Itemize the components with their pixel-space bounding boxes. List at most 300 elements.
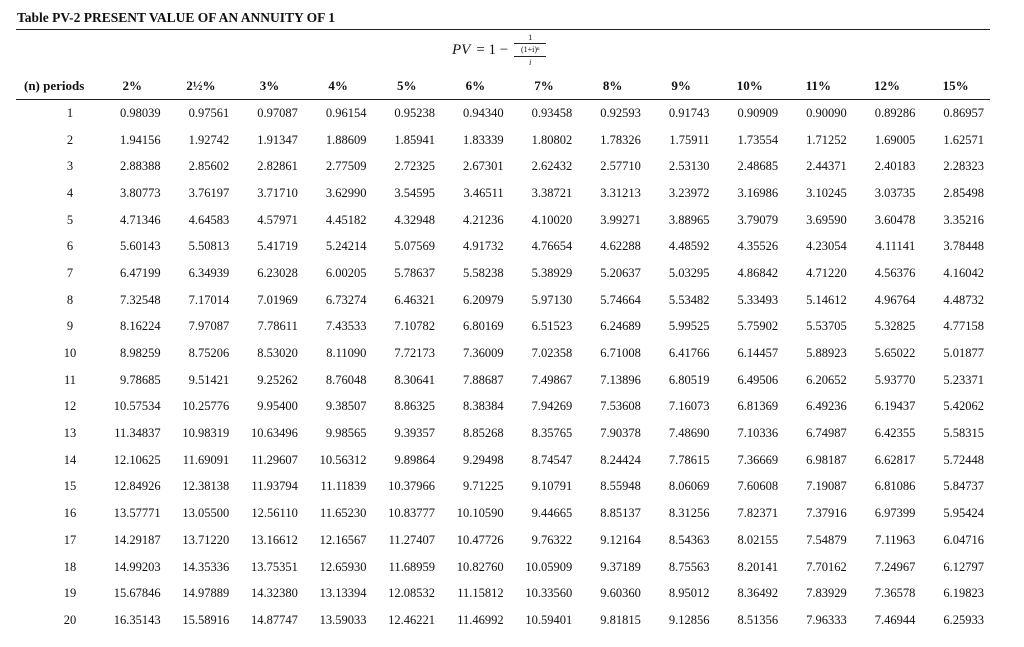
value-cell: 12.16567: [319, 532, 367, 547]
value-cell: 6.71008: [600, 346, 641, 361]
value-cell: 0.86957: [943, 105, 984, 120]
value-cell: 8.30641: [394, 372, 436, 387]
value-cell: 10.57534: [113, 399, 161, 414]
value-cell: 8.51356: [737, 612, 779, 627]
value-cell: 14.29187: [113, 532, 161, 547]
value-cell: 5.93770: [874, 372, 916, 387]
value-cell: 10.37966: [388, 479, 436, 494]
value-cell: 3.71710: [257, 185, 298, 200]
table-row: [16, 207, 990, 234]
value-cell: 1.80802: [531, 132, 573, 147]
value-cell: 8.53020: [257, 346, 298, 361]
value-cell: 6.49506: [737, 372, 779, 387]
value-cell: 12.56110: [251, 506, 298, 521]
value-cell: 6.25933: [943, 612, 984, 627]
value-cell: 0.90909: [737, 105, 779, 120]
value-cell: 6.24689: [600, 319, 641, 334]
table-row: [16, 394, 990, 421]
value-cell: 8.54363: [668, 532, 710, 547]
value-cell: 3.78448: [943, 239, 984, 254]
value-cell: 6.34939: [188, 265, 230, 280]
value-cell: 12.46221: [388, 612, 436, 627]
value-cell: 5.24214: [325, 239, 367, 254]
value-cell: 1.91347: [257, 132, 298, 147]
value-cell: 3.54595: [394, 185, 436, 200]
value-cell: 1.69005: [874, 132, 916, 147]
value-cell: 3.16986: [737, 185, 779, 200]
value-cell: 5.75902: [737, 319, 779, 334]
value-cell: 10.98319: [182, 426, 230, 441]
value-cell: 13.75351: [250, 559, 298, 574]
value-cell: 12.38138: [182, 479, 230, 494]
value-cell: 8.20141: [737, 559, 779, 574]
value-cell: 4.71220: [806, 265, 847, 280]
period-cell: 11: [63, 372, 77, 387]
rate-header: 10%: [715, 72, 784, 100]
value-cell: 2.53130: [668, 159, 710, 174]
value-cell: 14.97889: [182, 586, 230, 601]
value-cell: 0.92593: [600, 105, 641, 120]
value-cell: 14.87747: [250, 612, 298, 627]
value-cell: 2.28323: [943, 159, 984, 174]
formula-one-minus: = 1 −: [476, 41, 509, 58]
value-cell: 9.12856: [668, 612, 710, 627]
value-cell: 11.65230: [320, 506, 367, 521]
formula-main-bar: [514, 56, 546, 57]
table-row: [16, 527, 990, 554]
table-row: [16, 447, 990, 474]
value-cell: 5.32825: [874, 319, 916, 334]
value-cell: 7.17014: [188, 292, 230, 307]
value-cell: 11.93794: [251, 479, 298, 494]
value-cell: 15.67846: [113, 586, 161, 601]
value-cell: 7.36669: [737, 452, 779, 467]
value-cell: 5.20637: [600, 265, 641, 280]
value-cell: 7.48690: [668, 426, 710, 441]
value-cell: 3.76197: [188, 185, 230, 200]
value-cell: 7.13896: [600, 372, 641, 387]
value-cell: 2.85498: [943, 185, 984, 200]
value-cell: 4.62288: [600, 239, 641, 254]
value-cell: 5.74664: [600, 292, 641, 307]
value-cell: 6.19437: [874, 399, 916, 414]
value-cell: 3.62990: [325, 185, 367, 200]
value-cell: 8.55948: [600, 479, 641, 494]
value-cell: 6.81086: [874, 479, 916, 494]
value-cell: 6.23028: [257, 265, 298, 280]
table-row: [16, 287, 990, 314]
value-cell: 7.96333: [806, 612, 847, 627]
value-cell: 0.97087: [257, 105, 298, 120]
formula-numerator: 1: [528, 33, 533, 43]
table-row: [16, 554, 990, 581]
value-cell: 7.88687: [463, 372, 504, 387]
value-cell: 8.98259: [119, 346, 161, 361]
value-cell: 6.20652: [806, 372, 847, 387]
value-cell: 5.53482: [668, 292, 710, 307]
value-cell: 9.81815: [600, 612, 641, 627]
period-cell: 1: [66, 105, 74, 120]
value-cell: 7.90378: [600, 426, 641, 441]
value-cell: 3.69590: [806, 212, 847, 227]
value-cell: 4.56376: [874, 265, 916, 280]
value-cell: 9.38507: [325, 399, 367, 414]
value-cell: 4.11141: [875, 239, 916, 254]
value-cell: 8.38384: [463, 399, 504, 414]
value-cell: 11.34837: [114, 426, 161, 441]
period-cell: 9: [66, 319, 74, 334]
value-cell: 0.95238: [394, 105, 436, 120]
formula-numerator-fraction: [514, 33, 546, 54]
value-cell: 6.47199: [119, 265, 161, 280]
value-cell: 5.33493: [737, 292, 779, 307]
rate-header: 4%: [304, 72, 373, 100]
value-cell: 1.62571: [943, 132, 984, 147]
value-cell: 5.97130: [531, 292, 573, 307]
value-cell: 9.89864: [394, 452, 436, 467]
formula-lhs: PV: [452, 41, 471, 58]
value-cell: 4.57971: [257, 212, 298, 227]
value-cell: 6.97399: [874, 506, 916, 521]
value-cell: 7.94269: [531, 399, 573, 414]
value-cell: 11.15812: [457, 586, 504, 601]
value-cell: 5.60143: [119, 239, 161, 254]
value-cell: 9.71225: [463, 479, 504, 494]
period-cell: 5: [66, 212, 74, 227]
value-cell: 7.53608: [600, 399, 641, 414]
value-cell: 0.90090: [806, 105, 847, 120]
value-cell: 2.85602: [188, 159, 230, 174]
value-cell: 6.04716: [943, 532, 984, 547]
value-cell: 1.78326: [600, 132, 641, 147]
value-cell: 9.95400: [257, 399, 298, 414]
value-cell: 7.01969: [257, 292, 298, 307]
value-cell: 1.83339: [463, 132, 504, 147]
period-cell: 6: [66, 239, 74, 254]
table-row: [16, 367, 990, 394]
value-cell: 1.88609: [325, 132, 367, 147]
value-cell: 13.71220: [182, 532, 230, 547]
period-cell: 14: [63, 452, 77, 467]
value-cell: 6.46321: [394, 292, 436, 307]
value-cell: 5.50813: [188, 239, 230, 254]
value-cell: 5.42062: [943, 399, 984, 414]
value-cell: 7.46944: [874, 612, 916, 627]
value-cell: 10.05909: [525, 559, 573, 574]
value-cell: 11.46992: [457, 612, 504, 627]
period-cell: 16: [63, 506, 77, 521]
value-cell: 4.23054: [806, 239, 847, 254]
value-cell: 14.99203: [113, 559, 161, 574]
value-cell: 10.82760: [456, 559, 504, 574]
rate-header: 3%: [235, 72, 304, 100]
value-cell: 8.95012: [668, 586, 710, 601]
value-cell: 8.24424: [600, 452, 641, 467]
table-row: [16, 474, 990, 501]
value-cell: 3.31213: [600, 185, 641, 200]
value-cell: 5.65022: [874, 346, 916, 361]
period-cell: 12: [63, 399, 77, 414]
value-cell: 13.13394: [319, 586, 367, 601]
value-cell: 6.81369: [737, 399, 779, 414]
table-row: [16, 580, 990, 607]
formula-denominator: i: [529, 57, 532, 67]
value-cell: 7.49867: [531, 372, 573, 387]
value-cell: 1.75911: [669, 132, 710, 147]
value-cell: 7.60608: [737, 479, 779, 494]
value-cell: 0.96154: [325, 105, 367, 120]
value-cell: 4.32948: [394, 212, 436, 227]
period-header: (n) periods: [16, 72, 98, 100]
value-cell: 11.11839: [320, 479, 367, 494]
value-cell: 6.80169: [463, 319, 504, 334]
value-cell: 3.38721: [531, 185, 573, 200]
value-cell: 0.94340: [463, 105, 504, 120]
value-cell: 3.88965: [668, 212, 710, 227]
annuity-table: [16, 72, 990, 634]
value-cell: 0.91743: [668, 105, 710, 120]
value-cell: 8.31256: [668, 506, 710, 521]
table-row: [16, 607, 990, 634]
value-cell: 4.96764: [874, 292, 916, 307]
value-cell: 16.35143: [113, 612, 161, 627]
value-cell: 9.29498: [463, 452, 504, 467]
rate-header: 15%: [921, 72, 990, 100]
formula-inner-bar: [514, 43, 546, 44]
table-row: [16, 260, 990, 287]
value-cell: 7.72173: [394, 346, 436, 361]
value-cell: 6.41766: [668, 346, 710, 361]
value-cell: 6.73274: [325, 292, 367, 307]
value-cell: 7.16073: [668, 399, 710, 414]
value-cell: 0.97561: [188, 105, 230, 120]
value-cell: 4.91732: [463, 239, 504, 254]
value-cell: 12.84926: [113, 479, 161, 494]
value-cell: 13.05500: [182, 506, 230, 521]
rate-header: 11%: [784, 72, 853, 100]
value-cell: 7.37916: [806, 506, 847, 521]
value-cell: 3.46511: [463, 185, 504, 200]
value-cell: 5.95424: [943, 506, 984, 521]
value-cell: 2.82861: [257, 159, 298, 174]
rate-header: 6%: [441, 72, 510, 100]
value-cell: 9.60360: [600, 586, 641, 601]
rate-header: 9%: [647, 72, 716, 100]
period-cell: 18: [63, 559, 77, 574]
value-cell: 5.99525: [668, 319, 710, 334]
value-cell: 5.78637: [394, 265, 436, 280]
value-cell: 6.74987: [806, 426, 847, 441]
period-cell: 8: [66, 292, 74, 307]
value-cell: 4.21236: [463, 212, 504, 227]
rate-header: 7%: [510, 72, 579, 100]
value-cell: 8.85137: [600, 506, 641, 521]
period-cell: 17: [63, 532, 77, 547]
value-cell: 11.27407: [388, 532, 436, 547]
value-cell: 0.89286: [874, 105, 916, 120]
value-cell: 5.03295: [668, 265, 710, 280]
value-cell: 10.63496: [250, 426, 298, 441]
formula-fraction: [514, 33, 546, 67]
value-cell: 12.65930: [319, 559, 367, 574]
annuity-formula: [452, 33, 546, 67]
value-cell: 2.77509: [325, 159, 367, 174]
value-cell: 9.51421: [188, 372, 230, 387]
value-cell: 7.19087: [806, 479, 847, 494]
rate-header: 2%: [98, 72, 167, 100]
table-row: [16, 420, 990, 447]
value-cell: 7.54879: [806, 532, 847, 547]
value-cell: 9.37189: [600, 559, 641, 574]
value-cell: 7.24967: [874, 559, 916, 574]
rate-header: 8%: [578, 72, 647, 100]
period-cell: 7: [66, 265, 74, 280]
value-cell: 6.00205: [325, 265, 367, 280]
period-cell: 19: [63, 586, 77, 601]
value-cell: 9.44665: [531, 506, 573, 521]
value-cell: 5.01877: [943, 346, 984, 361]
table-row: [16, 127, 990, 154]
value-cell: 8.76048: [325, 372, 367, 387]
value-cell: 3.10245: [806, 185, 847, 200]
table-row: [16, 340, 990, 367]
value-cell: 4.77158: [943, 319, 984, 334]
rate-header: 2½%: [167, 72, 236, 100]
value-cell: 10.83777: [388, 506, 436, 521]
value-cell: 10.59401: [525, 612, 573, 627]
period-cell: 3: [66, 159, 74, 174]
value-cell: 4.86842: [737, 265, 779, 280]
value-cell: 8.36492: [737, 586, 779, 601]
value-cell: 9.12164: [600, 532, 641, 547]
value-cell: 11.68959: [388, 559, 436, 574]
rate-header: 12%: [853, 72, 922, 100]
value-cell: 7.10782: [394, 319, 436, 334]
table-row: [16, 233, 990, 260]
value-cell: 2.48685: [737, 159, 779, 174]
value-cell: 7.10336: [737, 426, 779, 441]
value-cell: 8.75206: [188, 346, 230, 361]
value-cell: 6.49236: [806, 399, 847, 414]
value-cell: 7.32548: [119, 292, 161, 307]
value-cell: 6.20979: [463, 292, 504, 307]
value-cell: 13.59033: [319, 612, 367, 627]
value-cell: 4.35526: [737, 239, 779, 254]
value-cell: 8.86325: [394, 399, 436, 414]
value-cell: 5.58315: [943, 426, 984, 441]
value-cell: 5.23371: [943, 372, 984, 387]
value-cell: 5.41719: [257, 239, 298, 254]
value-cell: 13.16612: [250, 532, 298, 547]
value-cell: 5.58238: [463, 265, 504, 280]
value-cell: 10.33560: [525, 586, 573, 601]
value-cell: 6.51523: [531, 319, 573, 334]
value-cell: 4.16042: [943, 265, 984, 280]
value-cell: 4.10020: [531, 212, 573, 227]
value-cell: 3.35216: [943, 212, 984, 227]
value-cell: 6.14457: [737, 346, 779, 361]
value-cell: 1.92742: [188, 132, 230, 147]
value-cell: 4.64583: [188, 212, 230, 227]
title-rule: [16, 29, 990, 30]
value-cell: 12.10625: [113, 452, 161, 467]
value-cell: 0.98039: [119, 105, 161, 120]
table-title: Table PV-2 PRESENT VALUE OF AN ANNUITY OF 1: [17, 10, 336, 25]
value-cell: 14.32380: [250, 586, 298, 601]
value-cell: 6.12797: [943, 559, 984, 574]
value-cell: 3.03735: [874, 185, 916, 200]
value-cell: 3.23972: [668, 185, 710, 200]
period-cell: 4: [66, 185, 74, 200]
value-cell: 7.36009: [463, 346, 504, 361]
value-cell: 7.11963: [875, 532, 916, 547]
value-cell: 3.79079: [737, 212, 779, 227]
value-cell: 11.69091: [182, 452, 230, 467]
value-cell: 8.74547: [531, 452, 573, 467]
value-cell: 7.36578: [874, 586, 916, 601]
value-cell: 8.85268: [463, 426, 504, 441]
table-row: [16, 500, 990, 527]
value-cell: 2.40183: [874, 159, 916, 174]
period-cell: 2: [66, 132, 74, 147]
value-cell: 8.16224: [119, 319, 161, 334]
value-cell: 2.88388: [119, 159, 161, 174]
value-cell: 1.94156: [119, 132, 161, 147]
value-cell: 6.62817: [874, 452, 916, 467]
period-cell: 20: [63, 612, 77, 627]
value-cell: 5.07569: [394, 239, 436, 254]
value-cell: 7.82371: [737, 506, 779, 521]
value-cell: 6.98187: [806, 452, 847, 467]
value-cell: 14.35336: [182, 559, 230, 574]
value-cell: 10.56312: [319, 452, 367, 467]
value-cell: 15.58916: [182, 612, 230, 627]
value-cell: 10.10590: [456, 506, 504, 521]
value-cell: 7.78611: [257, 319, 298, 334]
value-cell: 12.08532: [388, 586, 436, 601]
value-cell: 2.72325: [394, 159, 436, 174]
value-cell: 9.78685: [119, 372, 161, 387]
period-cell: 10: [63, 346, 77, 361]
value-cell: 9.98565: [325, 426, 367, 441]
value-cell: 0.93458: [531, 105, 573, 120]
value-cell: 1.71252: [806, 132, 847, 147]
value-cell: 6.19823: [943, 586, 984, 601]
value-cell: 4.48732: [943, 292, 984, 307]
value-cell: 2.44371: [806, 159, 847, 174]
value-cell: 2.62432: [531, 159, 573, 174]
table-body: [16, 100, 990, 634]
formula-inner-denominator: (1+i)ⁿ: [520, 45, 540, 55]
value-cell: 7.83929: [806, 586, 847, 601]
value-cell: 8.11090: [326, 346, 367, 361]
value-cell: 5.38929: [531, 265, 573, 280]
value-cell: 7.70162: [806, 559, 847, 574]
value-cell: 7.97087: [188, 319, 230, 334]
value-cell: 9.10791: [531, 479, 573, 494]
table-row: [16, 180, 990, 207]
value-cell: 9.25262: [257, 372, 298, 387]
header-row: [16, 72, 990, 100]
value-cell: 10.25776: [182, 399, 230, 414]
value-cell: 8.75563: [668, 559, 710, 574]
value-cell: 8.06069: [668, 479, 710, 494]
value-cell: 5.88923: [806, 346, 847, 361]
value-cell: 4.76654: [531, 239, 573, 254]
value-cell: 8.02155: [737, 532, 779, 547]
value-cell: 5.53705: [806, 319, 847, 334]
rate-header: 5%: [372, 72, 441, 100]
